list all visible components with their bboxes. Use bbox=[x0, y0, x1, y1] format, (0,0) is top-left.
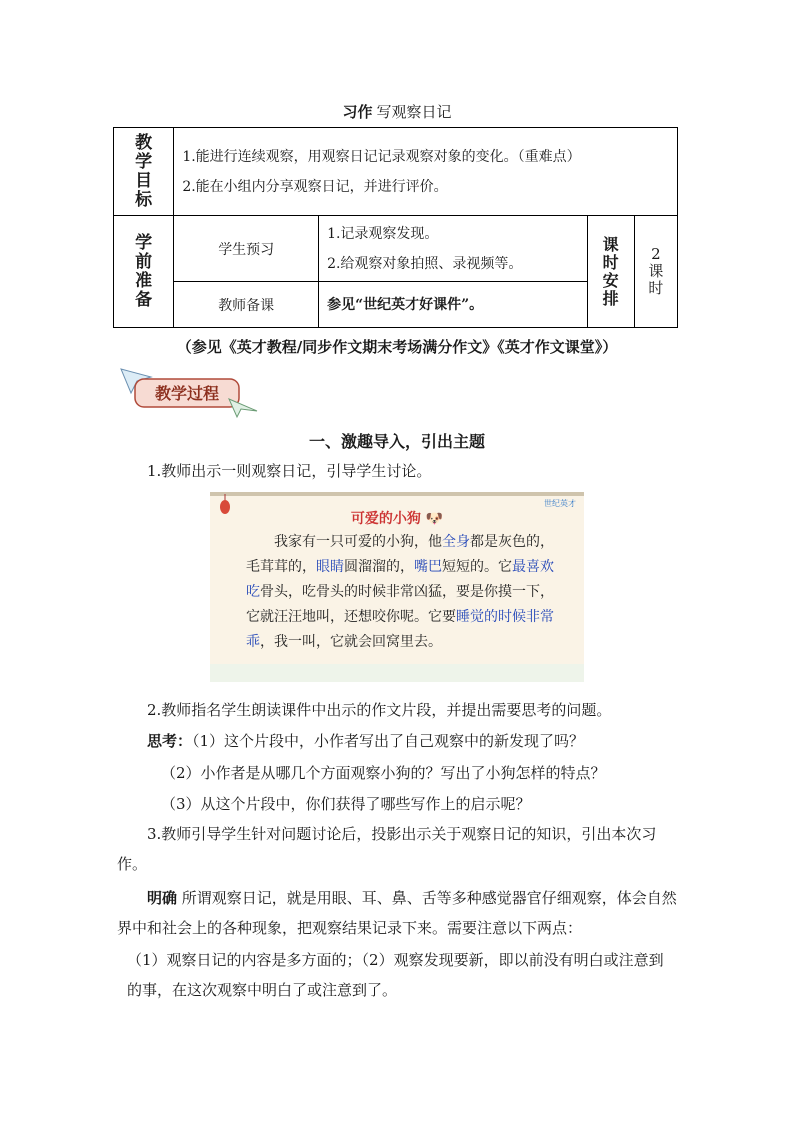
preview-item: 2.给观察对象拍照、录视频等。 bbox=[327, 255, 523, 272]
highlight-text: 睡觉的时候非常乖 bbox=[246, 609, 554, 650]
think-question-3: （3）从这个片段中，你们获得了哪些写作上的启示呢？ bbox=[161, 795, 531, 813]
schedule-header: 课时安排 bbox=[587, 216, 634, 328]
student-preview-items bbox=[319, 216, 587, 282]
slide-title: 可爱的小狗 🐶 bbox=[350, 511, 444, 527]
slide-passage bbox=[246, 530, 556, 655]
hours-value: 2课时 bbox=[634, 216, 677, 328]
passage-text: 短短的。它 bbox=[442, 559, 512, 575]
highlight-text: 眼睛 bbox=[316, 559, 344, 575]
clarify-points: （1）观察日记的内容是多方面的；（2）观察发现要新，即以前没有明白或注意到的事，在这次观察中明白了或注意到了。 bbox=[127, 951, 664, 999]
title-main: 写观察日记 bbox=[376, 103, 452, 121]
teaching-process-banner bbox=[117, 363, 262, 419]
lesson-plan-table bbox=[113, 127, 678, 328]
paper-plane-icon bbox=[229, 399, 257, 417]
publisher-logo: 世纪英才 bbox=[544, 499, 576, 508]
passage-text: 我家有一只可爱的小狗，他 bbox=[274, 534, 442, 550]
document-title bbox=[0, 101, 794, 122]
goals-cell bbox=[174, 128, 678, 216]
highlight-text: 嘴巴 bbox=[414, 559, 442, 575]
passage-text: ，我一叫，它就会回窝里去。 bbox=[260, 634, 442, 650]
section-heading: 一、激趣导入，引出主题 bbox=[308, 432, 485, 451]
reference-note: （参见《英才教程/同步作文期末考场满分作文》《英才作文课堂》） bbox=[176, 338, 618, 356]
passage-text: 都是灰色的，毛茸茸的， bbox=[246, 534, 554, 575]
courseware-slide bbox=[210, 492, 584, 682]
prep-header: 学前准备 bbox=[114, 216, 174, 328]
step-3: 3.教师引导学生针对问题讨论后，投影出示关于观察日记的知识，引出本次习作。 bbox=[117, 825, 657, 873]
grass-decoration bbox=[210, 664, 584, 682]
think-label: 思考： bbox=[147, 732, 193, 750]
think-question-2: （2）小作者是从哪几个方面观察小狗的？写出了小狗怎样的特点？ bbox=[161, 764, 606, 782]
goal-item: 2.能在小组内分享观察日记，并进行评价。 bbox=[182, 178, 448, 195]
teacher-prep-text: 参见“世纪英才好课件”。 bbox=[319, 282, 587, 328]
step-1: 1.教师出示一则观察日记，引导学生讨论。 bbox=[147, 462, 432, 480]
passage-text: 骨头，吃骨头的时候非常凶猛，要是你摸一下，它就汪汪地叫，还想咬你呢。它要 bbox=[246, 584, 554, 625]
think-question-1: 思考：（1）这个片段中，小作者写出了自己观察中的新发现了吗？ bbox=[147, 732, 585, 750]
preview-item: 1.记录观察发现。 bbox=[327, 225, 439, 242]
highlight-text: 全身 bbox=[442, 534, 470, 550]
banner-label: 教学过程 bbox=[154, 384, 220, 403]
step-2: 2.教师指名学生朗读课件中出示的作文片段，并提出需要思考的问题。 bbox=[147, 701, 612, 719]
goal-item: 1.能进行连续观察，用观察日记记录观察对象的变化。（重难点） bbox=[182, 148, 581, 165]
clarify-label: 明确 bbox=[147, 889, 178, 907]
passage-text: 圆溜溜的， bbox=[344, 559, 414, 575]
clarify-paragraph: 明确 所谓观察日记，就是用眼、耳、鼻、舌等多种感觉器官仔细观察，体会自然界中和社会上的各种现象，把观察结果记录下来。需要注意以下两点： bbox=[117, 889, 677, 937]
highlight-text: 最喜欢吃 bbox=[246, 559, 554, 600]
teacher-prep-label: 教师备课 bbox=[174, 282, 319, 328]
dog-icon: 🐶 bbox=[425, 511, 444, 527]
student-preview-label: 学生预习 bbox=[174, 216, 319, 282]
title-prefix: 习作 bbox=[342, 103, 373, 121]
goals-header: 教学目标 bbox=[114, 128, 174, 216]
